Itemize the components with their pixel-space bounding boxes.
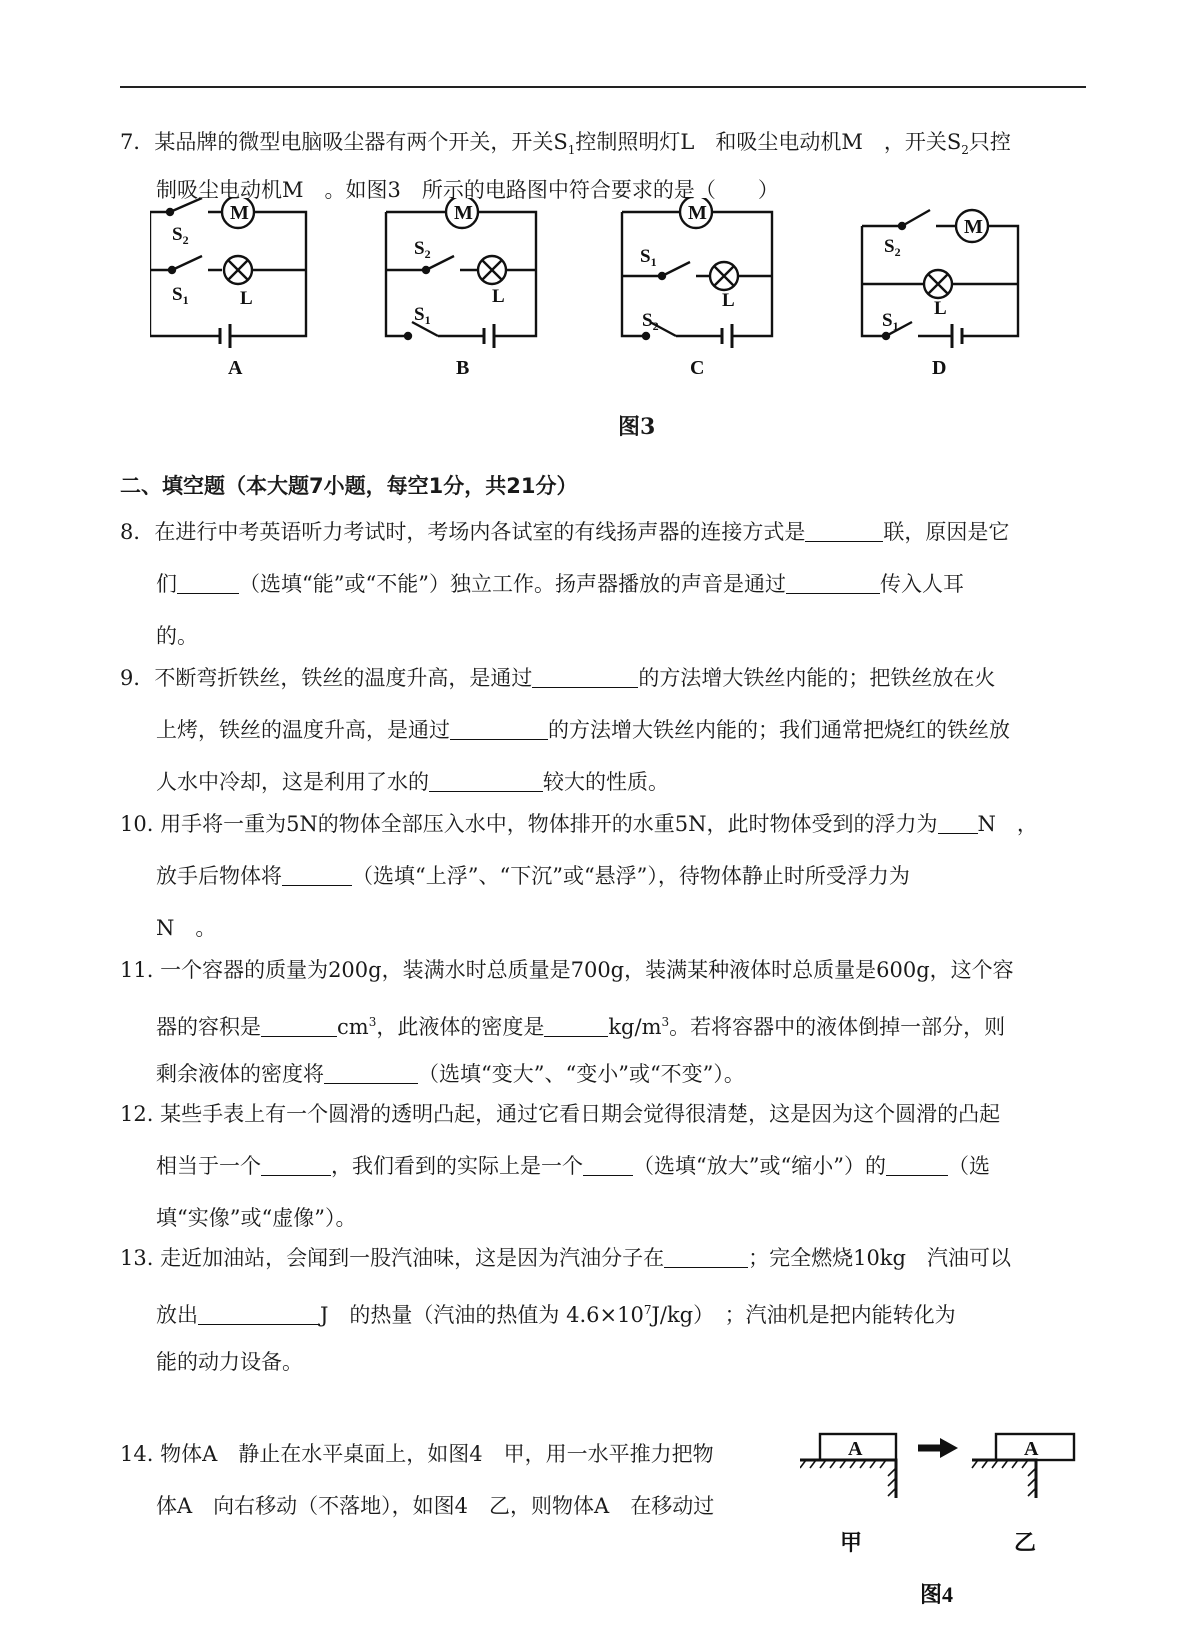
figure-4-yi-label: 乙 <box>1014 1530 1037 1555</box>
figure-4-jia <box>800 1434 896 1555</box>
question-13: 13. 走近加油站，会闻到一股汽油味，这是因为汽油分子在 ；完全燃烧10kg 汽油可以 放出 J 的热量（汽油的热值为 $4.6\times 10^7J/kg$） ；汽油机是把内能转化为 能的动力设备。 <box>120 1232 1086 1388</box>
q13-blank-1[interactable] <box>664 1241 748 1268</box>
circuit-d-label: D <box>932 357 947 379</box>
circuit-c-label: C <box>690 357 705 379</box>
header-rule <box>120 86 1086 88</box>
push-arrow-head <box>940 1438 958 1458</box>
q12-blank-1[interactable] <box>261 1149 331 1176</box>
circuit-c-top-switch-label: $S_1$ <box>640 246 657 269</box>
circuit-b-motor-label: M <box>454 202 473 224</box>
figure-3-title: 图3 <box>618 414 656 440</box>
figure-3-circuits <box>150 198 1070 438</box>
circuit-c-motor-label: M <box>688 202 707 224</box>
q9-blank-1[interactable] <box>532 661 638 688</box>
figure-4-jia-label: 甲 <box>840 1530 863 1555</box>
q8-blank-3[interactable] <box>786 567 880 594</box>
circuit-d-motor-label: M <box>964 216 983 238</box>
circuit-b-mid-switch-label: $S_1$ <box>414 304 431 327</box>
circuit-d-mid-switch-label: $S_1$ <box>882 310 899 333</box>
circuit-d <box>862 210 1018 379</box>
q11-blank-2[interactable] <box>544 1010 608 1037</box>
block-a-right-label: A <box>1024 1438 1039 1460</box>
figure-4 <box>800 1424 1100 1624</box>
circuit-b <box>386 198 536 379</box>
q11-blank-3[interactable] <box>324 1057 418 1084</box>
circuit-a-mid-switch-label: $S_1$ <box>172 284 189 307</box>
circuit-a-top-switch-label: $S_2$ <box>172 224 189 247</box>
circuit-b-lamp-label: L <box>492 286 505 307</box>
q10-blank-1[interactable] <box>938 807 978 834</box>
circuit-a-label: A <box>228 357 243 379</box>
q10-blank-2[interactable] <box>282 859 352 886</box>
section-2-heading: 二、填空题（本大题7小题，每空1分，共21分） <box>120 474 578 498</box>
q9-blank-3[interactable] <box>429 765 543 792</box>
figure-4-yi <box>972 1434 1074 1555</box>
question-7 <box>120 122 1086 210</box>
circuit-d-top-switch-label: $S_2$ <box>884 236 901 259</box>
q13-blank-2[interactable] <box>198 1298 320 1325</box>
question-14: 14. 物体A 静止在水平桌面上，如图4 甲，用一水平推力把物 体A 向右移动（不落地），如图4 乙，则物体A 在移动过 <box>120 1442 715 1518</box>
figure-4-title: 图4 <box>920 1582 954 1607</box>
circuit-b-top-switch-label: $S_2$ <box>414 238 431 261</box>
block-a-left-label: A <box>848 1438 863 1460</box>
q12-blank-2[interactable] <box>583 1149 633 1176</box>
question-8: 8．在进行中考英语听力考试时，考场内各试室的有线扬声器的连接方式是 联，原因是它 们 （选填“能”或“不能”）独立工作。扬声器播放的声音是通过 传入人耳 的。 <box>120 506 1086 662</box>
question-7-line-1: 7．某品牌的微型电脑吸尘器有两个开关，开关$S_1$控制照明灯L 和吸尘电动机M ，开关$S_2$只控 <box>120 130 1011 158</box>
circuit-a-motor-label: M <box>230 202 249 224</box>
q11-blank-1[interactable] <box>261 1010 337 1037</box>
circuit-c <box>622 198 772 379</box>
q8-blank-2[interactable] <box>177 567 239 594</box>
question-12: 12. 某些手表上有一个圆滑的透明凸起，通过它看日期会觉得很清楚，这是因为这个圆滑的凸起 相当于一个 ，我们看到的实际上是一个 （选填“放大”或“缩小”）的 （选 填“实像”或“虚像”）。 <box>120 1102 1001 1230</box>
q9-blank-2[interactable] <box>450 713 548 740</box>
circuit-c-mid-switch-label: $S_2$ <box>642 310 659 333</box>
circuit-c-lamp-label: L <box>722 290 735 311</box>
circuit-a <box>150 198 306 379</box>
circuit-d-lamp-label: L <box>934 298 947 319</box>
circuit-diagrams <box>150 198 1070 398</box>
question-10: 10. 用手将一重为5N的物体全部压入水中，物体排开的水重5N，此时物体受到的浮力为 N ， 放手后物体将 （选填“上浮”、“下沉”或“悬浮”），待物体静止时所受浮力为 N 。 <box>120 798 1086 954</box>
question-9: 9．不断弯折铁丝，铁丝的温度升高，是通过 的方法增大铁丝内能的；把铁丝放在火 上烤，铁丝的温度升高，是通过 的方法增大铁丝内能的；我们通常把烧红的铁丝放 人水中冷却，这是利用了水的 较大的性质。 <box>120 652 1086 808</box>
circuit-b-label: B <box>456 357 470 379</box>
q12-blank-3[interactable] <box>886 1149 948 1176</box>
q8-blank-1[interactable] <box>805 515 883 542</box>
circuit-a-lamp-label: L <box>240 288 253 309</box>
question-11: 11. 一个容器的质量为200g，装满水时总质量是700g，装满某种液体时总质量是600g，这个容 器的容积是 $cm^3$，此液体的密度是 $kg/m^3$。若将容器中的液体倒掉一部分，则 剩余液体的密度将 （选填“变大”、“变小”或“不变”）。 <box>120 958 1014 1086</box>
question-7-line-2: 制吸尘电动机M 。如图3 所示的电路图中符合要求的是（ ） <box>156 178 779 203</box>
